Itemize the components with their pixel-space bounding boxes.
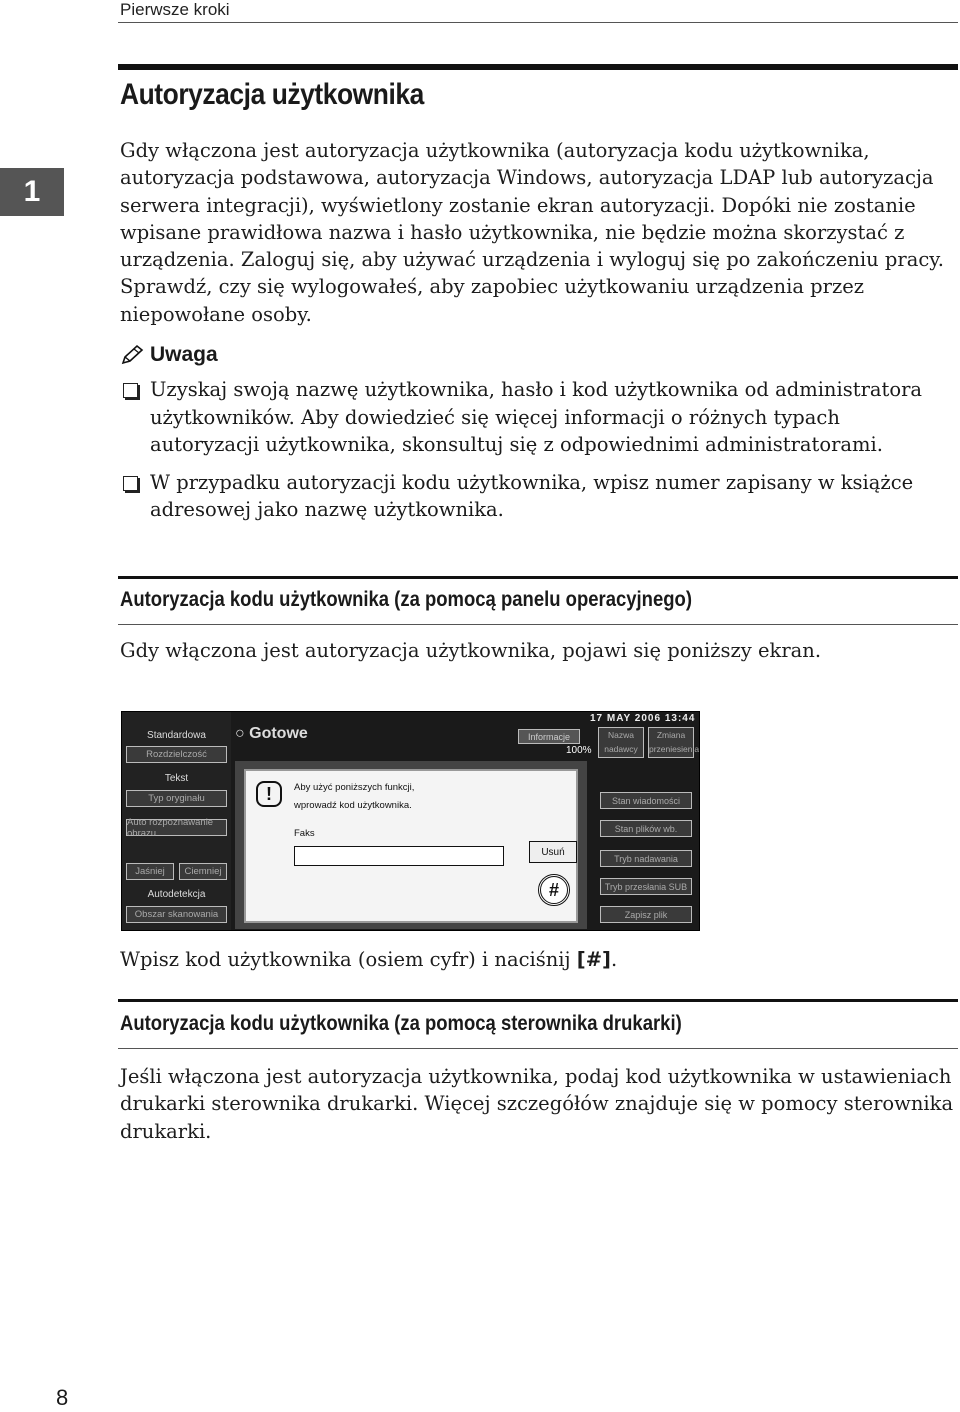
message-status-button[interactable]: Stan wiadomości	[600, 792, 692, 809]
hash-key-button[interactable]: #	[538, 874, 570, 906]
panel-datetime: 17 MAY 2006 13:44	[590, 713, 696, 724]
device-panel-screenshot	[121, 711, 700, 931]
darker-button[interactable]: Ciemniej	[179, 863, 227, 880]
note-heading	[120, 343, 218, 367]
panel-status-text: Gotowe	[249, 725, 308, 742]
panel-status	[235, 725, 308, 743]
panel-label-standard: Standardowa	[147, 730, 206, 741]
resolution-button[interactable]: Rozdzielczość	[126, 746, 227, 763]
info-button[interactable]: Informacje	[518, 729, 580, 744]
auto-image-button[interactable]: Auto rozpoznawanie obrazu	[126, 819, 227, 836]
dialog-line-2: wprowadź kod użytkownika.	[294, 800, 412, 811]
note-item-text: Uzyskaj swoją nazwę użytkownika, hasło i kod użytkownika od administratora użytkowników. Aby dowiedzieć się więcej informacji o różnych typach autoryzacji użytkownika, skonsultuj się z odpowiednimi administratorami.	[150, 378, 923, 456]
sub1-period: .	[610, 948, 618, 971]
save-file-button[interactable]: Zapisz plik	[600, 906, 692, 923]
transfer-button[interactable]: Zmiana przeniesienia	[648, 727, 694, 758]
sub1-text: Gdy włączona jest autoryzacja użytkownika, pojawi się poniższy ekran.	[120, 639, 822, 662]
running-header: Pierwsze kroki	[120, 0, 230, 19]
panel-label-autodetect: Autodetekcja	[147, 889, 206, 900]
original-type-button[interactable]: Typ oryginału	[126, 790, 227, 807]
header-rule	[118, 22, 958, 23]
sub-rule	[118, 576, 958, 579]
title-bar	[118, 64, 958, 70]
memory-percent: 100%	[566, 745, 592, 756]
subsection-heading: Autoryzacja kodu użytkownika (za pomocą panelu operacyjnego)	[120, 588, 692, 611]
note-list	[120, 376, 940, 534]
pencil-icon	[120, 344, 146, 366]
sub1-after-text	[120, 946, 958, 973]
intro-paragraph: Gdy włączona jest autoryzacja użytkownika (autoryzacja kodu użytkownika, autoryzacja podstawowa, autoryzacja Windows, autoryzacja LDAP lub autoryzacja serwera integracji), wyświetlony zostanie ekran autoryzacji. Dopóki nie zostanie wpisane prawidłowa nazwa i hasło użytkownika, nie będzie można skorzystać z urządzenia. Zaloguj się, aby używać urządzenia i wyloguj się po zakończeniu pracy. Sprawdź, czy się wylogowałeś, aby zapobiec użytkowaniu urządzenia przez niepowołane osoby.	[120, 139, 944, 326]
note-item-text: W przypadku autoryzacji kodu użytkownika, wpisz numer zapisany w książce adresowej jako nazwę użytkownika.	[150, 470, 914, 521]
transmission-mode-button[interactable]: Tryb nadawania	[600, 850, 692, 867]
lighter-button[interactable]: Jaśniej	[126, 863, 174, 880]
sub2-text: Jeśli włączona jest autoryzacja użytkownika, podaj kod użytkownika w ustawieniach drukarki sterownika drukarki. Więcej szczegółów znajduje się w pomocy sterownika drukarki.	[120, 1065, 954, 1143]
thin-rule	[118, 1048, 958, 1049]
sub-transfer-button[interactable]: Tryb przesłania SUB	[600, 878, 692, 895]
ready-icon: ○	[235, 725, 245, 742]
panel-main-area	[235, 761, 587, 929]
list-item	[120, 469, 940, 524]
dialog-line-1: Aby użyć poniższych funkcji,	[294, 782, 415, 793]
hash-key-label: [#]	[576, 948, 611, 971]
checkbox-bullet-icon	[123, 476, 138, 491]
warning-icon: !	[256, 781, 282, 807]
clear-button[interactable]: Usuń	[529, 841, 577, 863]
fax-label: Faks	[294, 828, 315, 839]
note-heading-label: Uwaga	[150, 343, 218, 366]
scan-area-button[interactable]: Obszar skanowania	[126, 906, 227, 923]
user-code-input[interactable]	[294, 846, 504, 866]
file-status-button[interactable]: Stan plików wb.	[600, 820, 692, 837]
chapter-tab: 1	[0, 168, 64, 216]
sub-rule	[118, 999, 958, 1002]
dialog-message	[294, 779, 414, 815]
list-item	[120, 376, 940, 459]
sender-name-button[interactable]: Nazwa nadawcy	[598, 727, 644, 758]
panel-label-text: Tekst	[164, 773, 189, 784]
page-number: 8	[56, 1385, 69, 1410]
panel-left-column	[122, 712, 231, 930]
sub1-instruction: Wpisz kod użytkownika (osiem cyfr) i naciśnij	[120, 948, 577, 971]
section-title: Autoryzacja użytkownika	[120, 78, 424, 111]
checkbox-bullet-icon	[123, 383, 138, 398]
auth-dialog	[244, 769, 578, 923]
subsection-heading: Autoryzacja kodu użytkownika (za pomocą sterownika drukarki)	[120, 1012, 682, 1035]
thin-rule	[118, 624, 958, 625]
